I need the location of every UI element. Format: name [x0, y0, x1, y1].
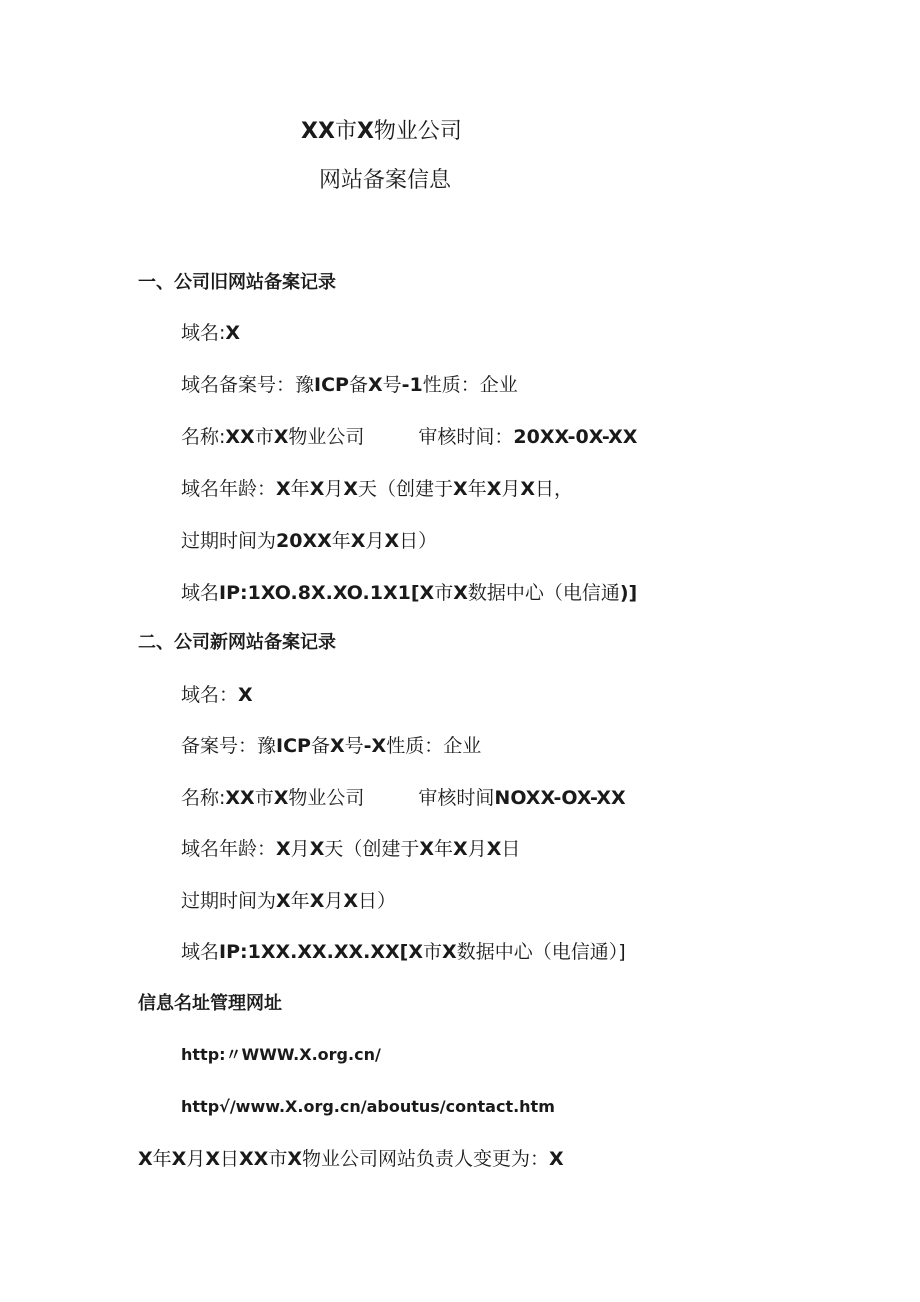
text: 市 [434, 582, 454, 604]
text: 域名年龄： [181, 478, 277, 500]
text: 年 [434, 838, 454, 860]
section2-heading: 二、公司新网站备案记录 [138, 632, 336, 653]
mgmt-url-home[interactable]: http:〃WWW.X.org.cn/ [181, 1045, 381, 1064]
text: X [453, 582, 468, 604]
text: 日 [220, 1148, 240, 1170]
text: 年 [331, 530, 351, 552]
s1-age-line [181, 477, 573, 501]
text: X [329, 735, 345, 757]
text: X [343, 890, 359, 912]
text: X [287, 1148, 302, 1170]
text: 域名 [181, 582, 220, 604]
s2-icp-line [181, 734, 481, 758]
label: 域名: [181, 322, 226, 344]
text: X [205, 1148, 220, 1170]
text: ICP [314, 374, 349, 396]
text: X [453, 838, 468, 860]
document-title [301, 118, 462, 146]
label: 域名： [181, 684, 239, 706]
text: IP:1XO.8X.XO.1X1[X [219, 582, 435, 604]
text: X [384, 530, 400, 552]
text: X [419, 838, 435, 860]
s2-domain-line [181, 683, 253, 707]
text: 市 [423, 941, 443, 963]
text: 域名年龄： [181, 838, 277, 860]
text: 月 [324, 890, 344, 912]
s1-name-line [181, 425, 637, 449]
text: 月 [324, 478, 344, 500]
text: 性质：企业 [386, 735, 482, 757]
text: 物业公司 [288, 787, 365, 809]
text: -X [363, 735, 387, 757]
text: 过期时间为 [181, 890, 277, 912]
text: X [276, 838, 291, 860]
text: 备案号：豫 [181, 735, 277, 757]
text: 天（创建于 [358, 478, 454, 500]
title-part: 物业公司 [373, 119, 462, 144]
text: 审核时间 [418, 787, 495, 809]
value: X [225, 322, 241, 344]
value: X [238, 684, 253, 706]
text: 年 [467, 478, 487, 500]
mgmt-url-contact[interactable]: http√/www.X.org.cn/aboutus/contact.htm [181, 1097, 555, 1116]
text: 年 [290, 478, 310, 500]
text: XX [225, 426, 255, 448]
s2-ip-line [181, 940, 626, 964]
text: X [309, 838, 325, 860]
text: 月 [186, 1148, 206, 1170]
s1-domain-line [181, 321, 240, 345]
text: 数据中心（电信通）] [456, 941, 626, 963]
text: X [273, 426, 289, 448]
text: 物业公司 [288, 426, 365, 448]
text: XX [239, 1148, 269, 1170]
s2-expire-line [181, 889, 396, 913]
text: X [520, 478, 536, 500]
text: XX [225, 787, 255, 809]
text: 号 [382, 374, 402, 396]
text: 域名备案号：豫 [181, 374, 315, 396]
mgmt-heading: 信息名址管理网址 [138, 993, 282, 1014]
text: X [367, 374, 383, 396]
s2-name-line [181, 786, 626, 810]
text: 月 [467, 838, 487, 860]
text: 市 [254, 787, 274, 809]
text: ICP [276, 735, 311, 757]
text: 数据中心（电信通 [467, 582, 620, 604]
text: 名称: [181, 426, 226, 448]
text: IP:1XX.XX.XX.XX[X [219, 941, 424, 963]
text: 域名 [181, 941, 220, 963]
text: 性质：企业 [422, 374, 518, 396]
title-part: X [356, 119, 374, 144]
text: X [486, 478, 502, 500]
text: 月 [501, 478, 521, 500]
text: X [453, 478, 468, 500]
text: 过期时间为 [181, 530, 277, 552]
text: X [549, 1148, 564, 1170]
s1-expire-line [181, 529, 437, 553]
text: X [273, 787, 289, 809]
text: 备 [310, 735, 330, 757]
text: 市 [254, 426, 274, 448]
text: 号 [344, 735, 364, 757]
text: 月 [365, 530, 385, 552]
text: X [276, 890, 291, 912]
text: 日， [535, 478, 574, 500]
document-subtitle: 网站备案信息 [319, 168, 452, 193]
text: X [309, 478, 325, 500]
s2-age-line [181, 837, 520, 861]
text: 审核时间： [418, 426, 514, 448]
text: 名称: [181, 787, 226, 809]
change-notice [138, 1147, 564, 1171]
text: 日 [501, 838, 521, 860]
text: 日） [358, 890, 397, 912]
text: X [486, 838, 502, 860]
text: 年 [290, 890, 310, 912]
text: X [442, 941, 457, 963]
text: 日） [399, 530, 438, 552]
s1-icp-line [181, 373, 518, 397]
text: 年 [152, 1148, 172, 1170]
text: 市 [268, 1148, 288, 1170]
text: 月 [290, 838, 310, 860]
text: X [343, 478, 359, 500]
s1-ip-line [181, 581, 637, 605]
text: 物业公司网站负责人变更为： [302, 1148, 550, 1170]
text: )] [619, 582, 638, 604]
text: 备 [348, 374, 368, 396]
text: X [350, 530, 366, 552]
title-part: XX [301, 119, 335, 144]
text: 20XX [276, 530, 332, 552]
text: X [309, 890, 325, 912]
section1-heading: 一、公司旧网站备案记录 [138, 272, 336, 293]
text: -1 [401, 374, 423, 396]
review-date: NOXX-OX-XX [494, 787, 626, 809]
text: X [276, 478, 291, 500]
text: X [171, 1148, 187, 1170]
title-part: 市 [334, 119, 357, 144]
review-date: 20XX-0X-XX [513, 426, 638, 448]
text: X [138, 1148, 153, 1170]
text: 天（创建于 [324, 838, 420, 860]
